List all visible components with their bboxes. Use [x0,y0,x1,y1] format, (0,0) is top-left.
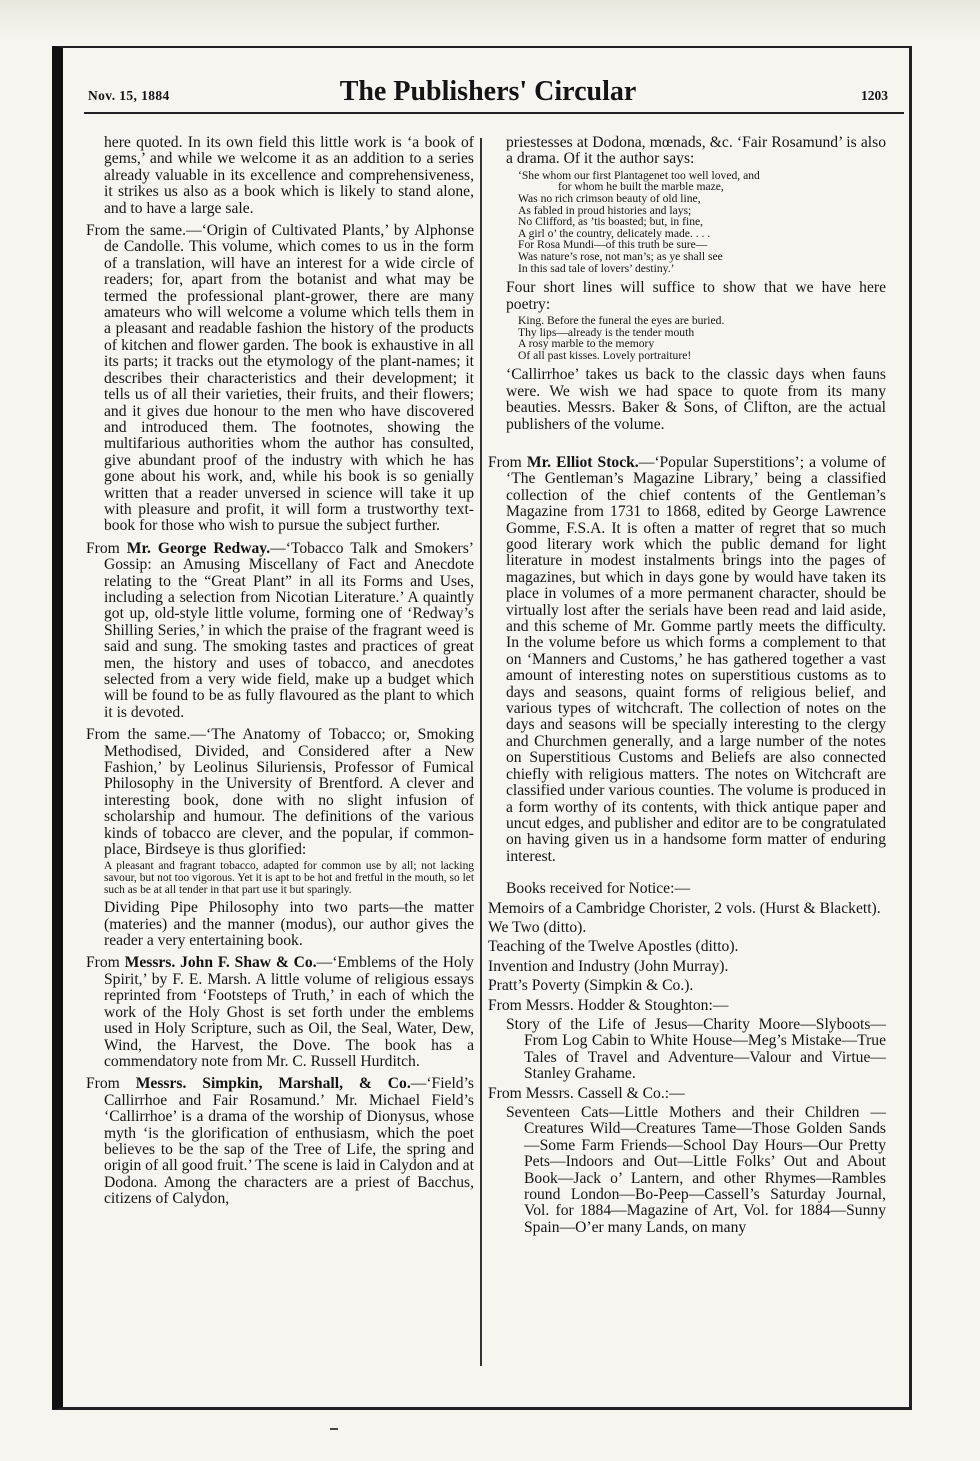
paragraph: here quoted. In its own field this little work is ‘a book of gems,’ and while we welcome it as an addition to a series already valuable in its excellence and comprehensiveness, it strikes us also as a book which is likely to stand alone, and to have a large sale. [104,134,474,217]
text-run: From [86,1075,136,1093]
text-run: From [86,954,125,972]
verse-line: In this sad tale of lovers’ destiny.’ [518,261,675,275]
column-divider [480,138,482,1366]
verse-line: As fabled in proud histories and lays; [518,203,692,217]
verse-line: Thy lips—already is the tender mouth [518,325,695,339]
book-entry: Pratt’s Poverty (Simpkin & Co.). [488,977,694,995]
scan-edge [0,0,980,40]
header-rule [84,112,904,114]
paragraph: ‘Callirrhoe’ takes us back to the classic days when fauns were. We wish we had space to quote from its many beauties. Messrs. Baker & Sons, of Clifton, are the actual publishers of the volume. [506,366,886,433]
book-entry: From Messrs. Hodder & Stoughton:— [488,996,729,1014]
paragraph [86,955,474,1070]
verse-line: for whom he built the marble maze, [558,180,724,194]
book-entry: From Messrs. Cassell & Co.:— [488,1084,685,1102]
verse-line: ‘She whom our first Plantagenet too well loved, and [518,168,760,182]
verse-line: A rosy marble to the memory [518,337,655,351]
book-entry: Teaching of the Twelve Apostles (ditto). [488,938,739,956]
text-run: —‘Field’s Callirrhoe and Fair Rosamund.’ Mr. Michael Field’s ‘Callirrhoe’ is a drama of the worship of Dionysus, whose myth ‘is the glorification of enthusiasm, which the poet believes to be the sap of the Tree of Life, the spring and origin of all good fruit.’ The scene is laid in Calydon and at Dodona. Among the characters are a priest of Bacchus, citizens of Calydon, [104,1075,474,1208]
book-list: Seventeen Cats—Little Mothers and their Children —Creatures Wild—Creatures Tame—Those Golden Sands—Some Farm Friends—School Day Hours—Our Pretty Pets—Indoors and Out—Little Folks’ Out and About Book—Jack o’ Lantern, and other Rhymes—Rambles round London—Bo-Peep—Cassell’s Saturday Journal, Vol. for 1884—Magazine of Art, Vol. for 1884—Sunny Spain—O’er many Lands, on many [506,1104,886,1236]
verse-line: Was nature’s rose, not man’s; as ye shall see [518,249,723,263]
right-column [488,135,886,1239]
paragraph: From the same.—‘The Anatomy of Tobacco; or, Smoking Methodised, Divided, and Considered after a New Fashion,’ by Leolinus Siluriensis, Professor of Fumical Philosophy in the University of Brentford. A clever and interesting book, done with no slight infusion of scholarship and humour. The definitions of the various kinds of tobacco are clever, and the popular, if common-place, Birdseye is thus glorified: [86,726,474,859]
text-run: From [488,453,527,471]
publisher-name: Messrs. Simpkin, Marshall, & Co. [135,1075,411,1093]
book-entry: Memoirs of a Cambridge Chorister, 2 vols. (Hurst & Blackett). [488,899,881,917]
paragraph: priestesses at Dodona, mœnads, &c. ‘Fair Rosamund’ is also a drama. Of it the author says: [506,134,886,168]
publisher-name: Messrs. John F. Shaw & Co. [124,954,317,972]
publisher-name: Mr. George Redway. [126,539,271,557]
books-heading: Books received for Notice:— [506,880,691,898]
text-run: —‘Popular Superstitions’; a volume of ‘The Gentleman’s Magazine Library,’ being a classified collection of the chief contents of the Gentleman’s Magazine from 1731 to 1868, edited by George Lawrence Gomme, F.S.A. It is often a matter of regret that so much good literary work which the public demand for light literature in modest instalments brings into the pages of magazines, but which in days gone by would have taken its place in volumes of a more permanent character, should be virtually lost after the serials have been read and laid aside, and this scheme of Mr. Gomme partly meets the difficulty. In the volume before us which forms a complement to that on ‘Manners and Customs,’ he has gathered together a vast amount of interesting notes on superstitious customs as to days and seasons, quaint forms of religious belief, and various types of witchcraft. The collection of notes on the days and seasons will be specially interesting to the clergy and Churchmen generally, and a large number of the notes on Superstitious Customs and Beliefs are also connected chiefly with religious matters. The notes on Witchcraft are classified under various counties. The volume is produced in a form worthy of its contents, with thick antique paper and uncut edges, and publisher and editor are to be congratulated on having given us in a handsome form matter of enduring interest. [506,453,887,865]
left-column [86,135,474,1214]
page-number: 1203 [861,88,888,103]
paragraph: Four short lines will suffice to show that we have here poetry: [506,279,886,313]
print-mark [330,1428,338,1430]
quotation: A pleasant and fragrant tobacco, adapted for common use by all; not lacking savour, but not too vigorous. Yet it is apt to be hot and fretful in the mouth, so let such as be at all tender in that part use it but sparingly. [104,860,474,896]
verse-line: No Clifford, as ’tis boasted; but, in fine, [518,215,704,229]
text-run: —‘Tobacco Talk and Smokers’ Gossip: an Amusing Miscellany of Fact and Anecdote relating to the “Great Plant” in all its Forms and Uses, including a selection from Nicotian Literature.’ A quaintly got up, old-style little volume, forming one of ‘Redway’s Shilling Series,’ in which the praise of the fragrant weed is said and sung. The smoking tastes and practices of great men, the history and uses of tobacco, and anecdotes selected from a very wide field, make up a budget which will be found to be as fully flavoured as the plant to which it is devoted. [104,539,474,721]
book-entry: Invention and Industry (John Murray). [488,957,729,975]
text-run: From [86,539,127,557]
issue-date: Nov. 15, 1884 [88,88,170,103]
book-list: Story of the Life of Jesus—Charity Moore—Slyboots—From Log Cabin to White House—Meg’s Mistake—True Tales of Travel and Adventure—Valour and Virtue—Stanley Grahame. [506,1015,886,1083]
verse-quotation [518,315,886,361]
books-received [488,881,886,1236]
journal-title: The Publishers' Circular [339,76,637,107]
verse-line: Was no rich crimson beauty of old line, [518,192,701,205]
verse-line: King. Before the funeral the eyes are buried. [518,313,725,327]
verse-line: A girl o’ the country, delicately made. . . . [518,226,711,240]
verse-quotation [518,170,886,274]
publisher-name: Mr. Elliot Stock. [526,453,639,471]
paragraph [488,455,886,865]
masthead [88,76,888,110]
text-run: —‘Emblems of the Holy Spirit,’ by F. E. Marsh. A little volume of religious essays reprinted from ‘Footsteps of Truth,’ in each of which the work of the Holy Ghost is set forth under the emblems used in Holy Scripture, such as Oil, the Seal, Water, Dew, Wind, the Harvest, the Dove. The book has a commendatory note from Mr. C. Russell Hurditch. [104,954,474,1070]
book-entry: We Two (ditto). [488,918,587,936]
paragraph [86,541,474,721]
paragraph: From the same.—‘Origin of Cultivated Plants,’ by Alphonse de Candolle. This volume, which comes to us in the form of a translation, will have an interest for a wide circle of readers; for, apart from the botanist and what may be termed the professional plant-grower, there are many amateurs who will welcome a volume which tells them in a pleasant and readable fashion the history of the products of kitchen and flower garden. The book is exhaustive in all its parts; it tracks out the etymology of the plant-names; it describes their characteristics and their development; it tells us of all their varieties, their fruits, and their flowers; and it gives due honour to the men who have discovered and introduced them. The footnotes, showing the multifarious authorities whom the author has consulted, give abundant proof of the industry with which he has gone about his work, and, while his book is so genially written that a reader unversed in science will take it up with pleasure and profit, it will form a trustworthy text-book for those who wish to pursue the subject further. [86,222,474,535]
paragraph: Dividing Pipe Philosophy into two parts—the matter (materies) and the manner (modus), our author gives the reader a very entertaining book. [104,899,474,950]
paragraph [86,1076,474,1207]
verse-line: Of all past kisses. Lovely portraiture! [518,348,692,362]
verse-line: For Rosa Mundi—of this truth be sure— [518,238,708,252]
